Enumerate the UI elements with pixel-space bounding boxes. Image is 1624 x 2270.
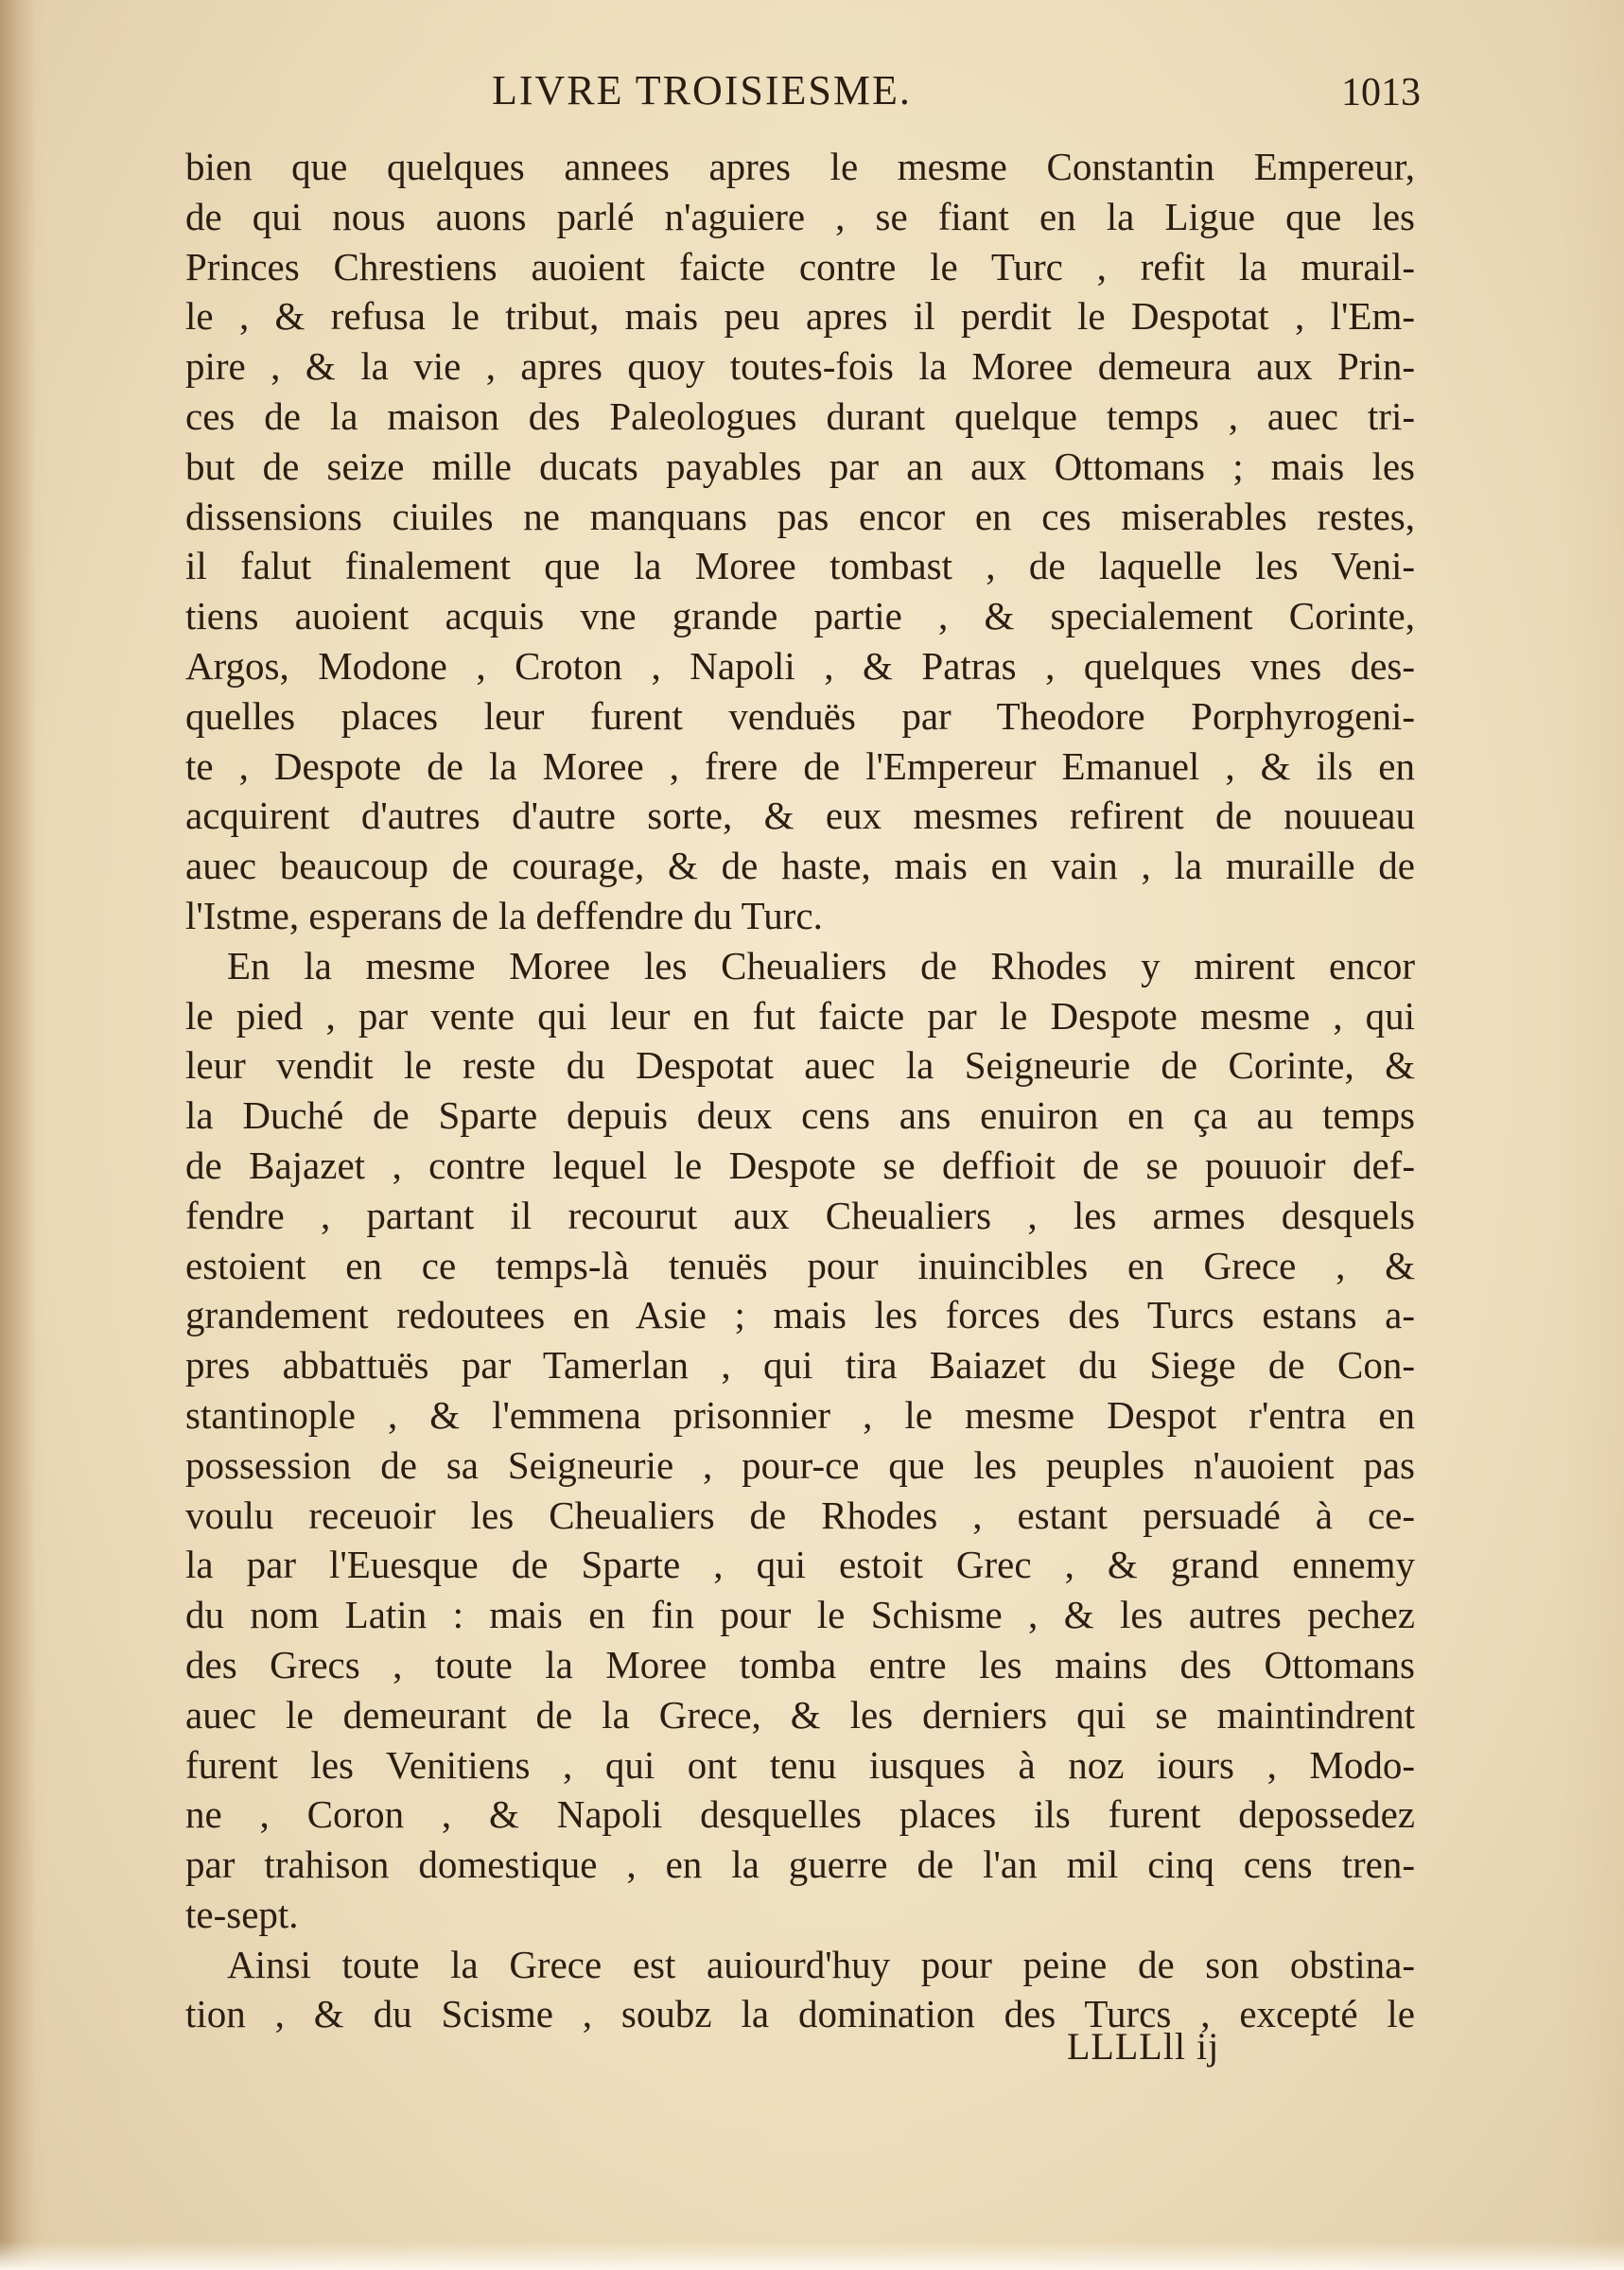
text-line: Argos, Modone , Croton , Napoli , & Patras , quelques vnes des-: [185, 643, 1415, 688]
text-line: des Grecs , toute la Moree tomba entre les mains des Ottomans: [185, 1642, 1415, 1686]
text-line: Ainsi toute la Grece est auiourd'huy pour peine de son obstina-: [227, 1942, 1415, 1986]
text-line: possession de sa Seigneurie , pour-ce que les peuples n'auoient pas: [185, 1442, 1415, 1487]
text-line: estoient en ce temps-là tenuës pour inuincibles en Grece , &: [185, 1243, 1415, 1287]
text-line: ne , Coron , & Napoli desquelles places ils furent depossedez: [185, 1792, 1415, 1837]
text-line: leur vendit le reste du Despotat auec la Seigneurie de Corinte, &: [185, 1043, 1415, 1088]
text-line: le pied , par vente qui leur en fut faicte par le Despote mesme , qui: [185, 993, 1415, 1038]
text-line: tiens auoient acquis vne grande partie , & specialement Corinte,: [185, 594, 1415, 638]
text-line: stantinople , & l'emmena prisonnier , le mesme Despot r'entra en: [185, 1392, 1415, 1437]
text-line: fendre , partant il recourut aux Cheualiers , les armes desquels: [185, 1193, 1415, 1237]
text-line: but de seize mille ducats payables par an aux Ottomans ; mais les: [185, 444, 1415, 488]
text-line: il falut finalement que la Moree tombast , de laquelle les Veni-: [185, 544, 1415, 588]
text-line: la par l'Euesque de Sparte , qui estoit Grec , & grand ennemy: [185, 1543, 1415, 1587]
text-line: En la mesme Moree les Cheualiers de Rhodes y mirent encor: [227, 943, 1415, 987]
text-line: voulu receuoir les Cheualiers de Rhodes , estant persuadé à ce-: [185, 1493, 1415, 1537]
text-line: de qui nous auons parlé n'aguiere , se fiant en la Ligue que les: [185, 194, 1415, 238]
signature-mark: LLLLll ij: [1067, 2025, 1220, 2068]
text-line: quelles places leur furent venduës par Theodore Porphyrogeni-: [185, 693, 1415, 738]
text-line: Princes Chrestiens auoient faicte contre le Turc , refit la murail-: [185, 244, 1415, 288]
text-line: grandement redoutees en Asie ; mais les forces des Turcs estans a-: [185, 1293, 1415, 1337]
text-line: par trahison domestique , en la guerre de l'an mil cinq cens tren-: [185, 1842, 1415, 1887]
text-line: te-sept.: [185, 1892, 299, 1936]
text-line: furent les Venitiens , qui ont tenu iusques à noz iours , Modo-: [185, 1742, 1415, 1787]
page-number: 1013: [1341, 71, 1421, 114]
text-line: auec le demeurant de la Grece, & les derniers qui se maintindrent: [185, 1692, 1415, 1737]
text-line: l'Istme, esperans de la deffendre du Turc.: [185, 893, 823, 937]
text-line: la Duché de Sparte depuis deux cens ans enuiron en ça au temps: [185, 1093, 1415, 1138]
text-line: de Bajazet , contre lequel le Despote se deffioit de se pouuoir def-: [185, 1143, 1415, 1187]
text-line: acquirent d'autres d'autre sorte, & eux mesmes refirent de nouueau: [185, 794, 1415, 838]
page-spine-shadow: [0, 0, 36, 2270]
text-line: auec beaucoup de courage, & de haste, mais en vain , la muraille de: [185, 844, 1415, 888]
text-line: te , Despote de la Moree , frere de l'Empereur Emanuel , & ils en: [185, 743, 1415, 788]
text-line: tion , & du Scisme , soubz la domination des Turcs , excepté le: [185, 1992, 1415, 2036]
text-line: du nom Latin : mais en fin pour le Schisme , & les autres pechez: [185, 1593, 1415, 1637]
text-line: le , & refusa le tribut, mais peu apres il perdit le Despotat , l'Em-: [185, 294, 1415, 339]
text-line: pres abbattuës par Tamerlan , qui tira Baiazet du Siege de Con-: [185, 1343, 1415, 1388]
page-bottom-edge: [0, 2242, 1624, 2270]
body-text: [185, 142, 1415, 2039]
text-line: bien que quelques annees apres le mesme Constantin Empereur,: [185, 145, 1415, 188]
running-head: LIVRE TROISIESME.: [492, 67, 912, 114]
text-line: dissensions ciuiles ne manquans pas encor en ces miserables restes,: [185, 494, 1415, 538]
text-line: pire , & la vie , apres quoy toutes-fois la Moree demeura aux Prin-: [185, 344, 1415, 389]
text-line: ces de la maison des Paleologues durant quelque temps , auec tri-: [185, 393, 1415, 438]
